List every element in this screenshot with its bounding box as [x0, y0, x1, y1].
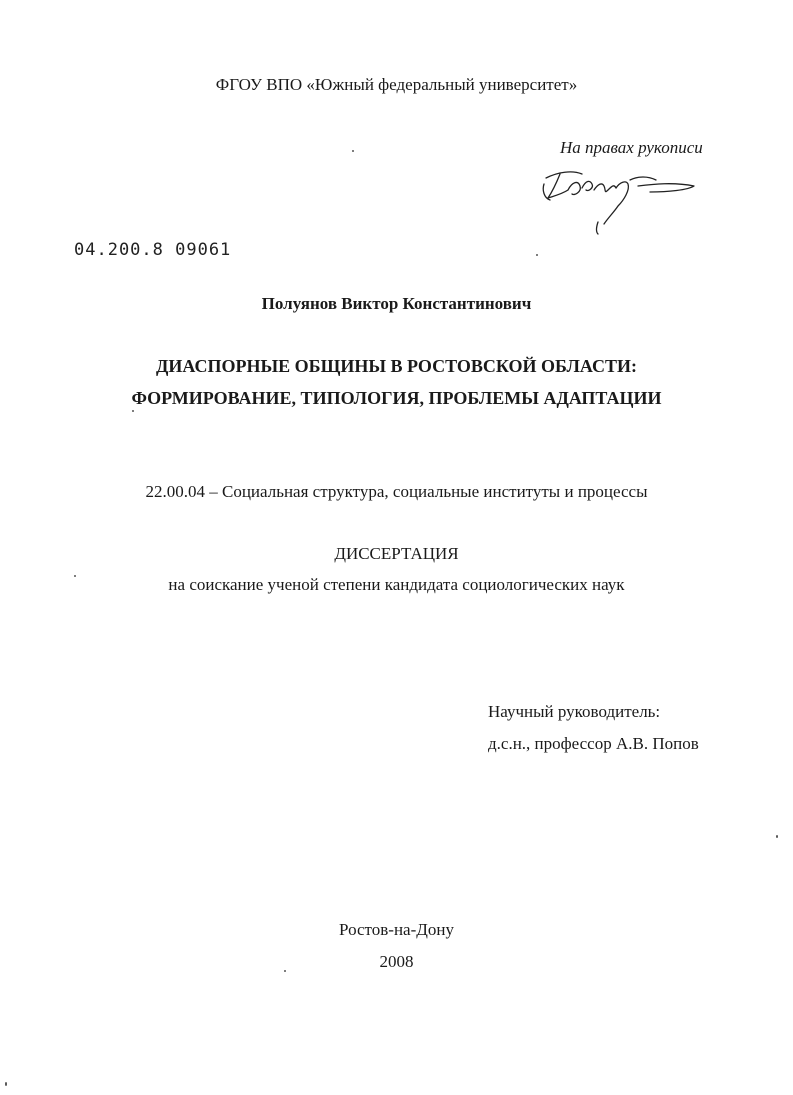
author-signature [538, 160, 708, 240]
scan-speck [132, 410, 134, 412]
rights-note: На правах рукописи [560, 138, 703, 157]
year: 2008 [379, 952, 414, 971]
advisor-name: д.с.н., профессор А.В. Попов [488, 734, 699, 753]
scan-speck [5, 1082, 7, 1086]
dissertation-title-line-1: ДИАСПОРНЫЕ ОБЩИНЫ В РОСТОВСКОЙ ОБЛАСТИ: [156, 356, 637, 376]
scan-speck [352, 150, 354, 152]
specialty-code: 22.00.04 – Социальная структура, социальные институты и процессы [145, 482, 648, 501]
degree-statement: на соискание ученой степени кандидата социологических наук [168, 575, 625, 594]
scan-speck [776, 835, 778, 838]
document-type: ДИССЕРТАЦИЯ [334, 544, 459, 563]
advisor-label: Научный руководитель: [488, 702, 661, 721]
author-name: Полуянов Виктор Константинович [261, 294, 532, 313]
scan-speck [74, 575, 76, 577]
organization-name: ФГОУ ВПО «Южный федеральный университет» [215, 75, 578, 94]
scan-speck [536, 254, 538, 256]
dissertation-title-line-2: ФОРМИРОВАНИЕ, ТИПОЛОГИЯ, ПРОБЛЕМЫ АДАПТАЦИИ [131, 388, 662, 408]
scan-speck [284, 970, 286, 972]
city: Ростов-на-Дону [339, 920, 454, 939]
registration-number: 04.200.8 09061 [74, 240, 232, 260]
